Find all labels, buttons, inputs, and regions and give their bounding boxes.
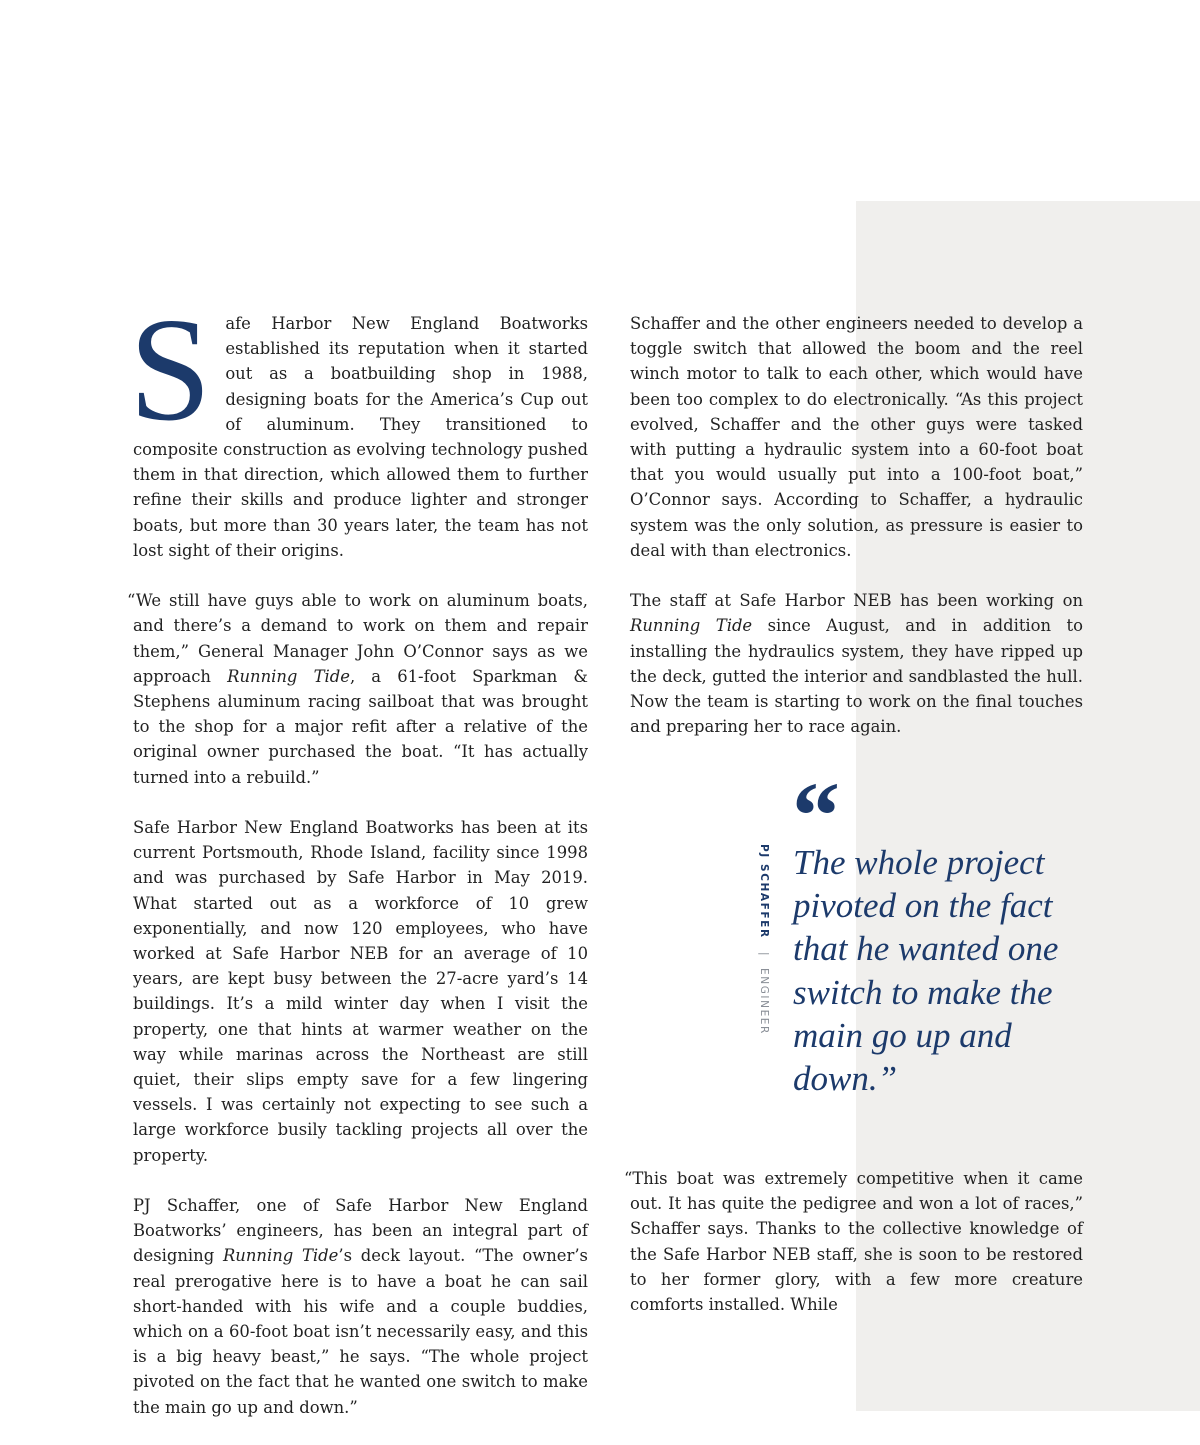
attribution-name: PJ SCHAFFER [758,844,770,939]
boat-name: Running Tide [227,666,350,686]
quote-mark-icon: “ [792,762,840,869]
hydraulics-paragraph: Schaffer and the other engineers needed to develop a toggle switch that allowed the boom and the reel winch motor to talk to each other, which would have been too complex to do electronically. “As this project evolved, Schaffer and the other guys were tasked with putting a hydraulic system into a 60-foot boat that you would usually put into a 100-foot boat,” O’Connor says. According to Schaffer, a hydraulic system was the only solution, as pressure is easier to deal with than electronics. [630,314,1083,560]
intro-paragraph: Safe Harbor New England Boatworks established its reputation when it started out as a boatbuilding shop in 1988, designing boats for the America’s Cup out of aluminum. They transitioned to composite construction as evolving technology pushed them in that direction, which allowed them to further refine their skills and produce lighter and stronger boats, but more than 30 years later, the team has not lost sight of their origins. [129,288,588,560]
schaffer-paragraph: PJ Schaffer, one of Safe Harbor New England Boatworks’ engineers, has been an integral part of designing Running Tide’s deck layout. “The owner’s real prerogative here is to have a boat he can sail short-handed with his wife and a couple buddies, which on a 60-foot boat isn’t necessarily easy, and this is a big heavy beast,” he says. “The whole project pivoted on the fact that he wanted one switch to make the main go up and down.” [133,1196,588,1417]
facility-paragraph: Safe Harbor New England Boatworks has been at its current Portsmouth, Rhode Island, facility since 1998 and was purchased by Safe Harbor in May 2019. What started out as a workforce of 10 grew exponentially, and now 120 employees, who have worked at Safe Harbor NEB for an average of 10 years, are kept busy between the 27-acre yard’s 14 buildings. It’s a mild winter day when I visit the property, one that hints at warmer weather on the way while marinas across the Northeast are still quiet, their slips empty save for a few lingering vessels. I was certainly not expecting to see such a large workforce busily tackling projects all over the property. [133,818,588,1165]
oconnor-quote-paragraph: “We still have guys able to work on aluminum boats, and there’s a demand to work on them and repair them,” General Manager John O’Connor says as we approach Running Tide, a 61-foot Sparkman & Stephens aluminum racing sailboat that was brought to the shop for a major refit after a relative of the original owner purchased the boat. “It has actually turned into a rebuild.” [127,591,588,787]
drop-cap: S [129,288,212,452]
article-column-right [630,311,1083,765]
attribution-separator: | [758,951,770,957]
boat-name: Running Tide [630,616,753,636]
boat-name: Running Tide [222,1246,339,1266]
article-column-left [127,288,588,1445]
staff-paragraph: The staff at Safe Harbor NEB has been working on Running Tide since August, and in addition to installing the hydraulics system, they have ripped up the deck, gutted the interior and sandblasted the hull. Now the team is starting to work on the final touches and preparing her to race again. [630,591,1083,737]
attribution-role: ENGINEER [758,967,770,1035]
pedigree-paragraph: “This boat was extremely competitive when it came out. It has quite the pedigree and won a lot of races,” Schaffer says. Thanks to the collective knowledge of the Safe Harbor NEB staff, she is soon to be restored to her former glory, with a few more creature comforts installed. While [624,1169,1083,1315]
pull-quote-attribution [752,844,770,1035]
article-column-right-continued [624,1166,1083,1342]
pull-quote: The whole project pivoted on the fact that he wanted one switch to make the main go up and down.” [793,843,1059,1099]
